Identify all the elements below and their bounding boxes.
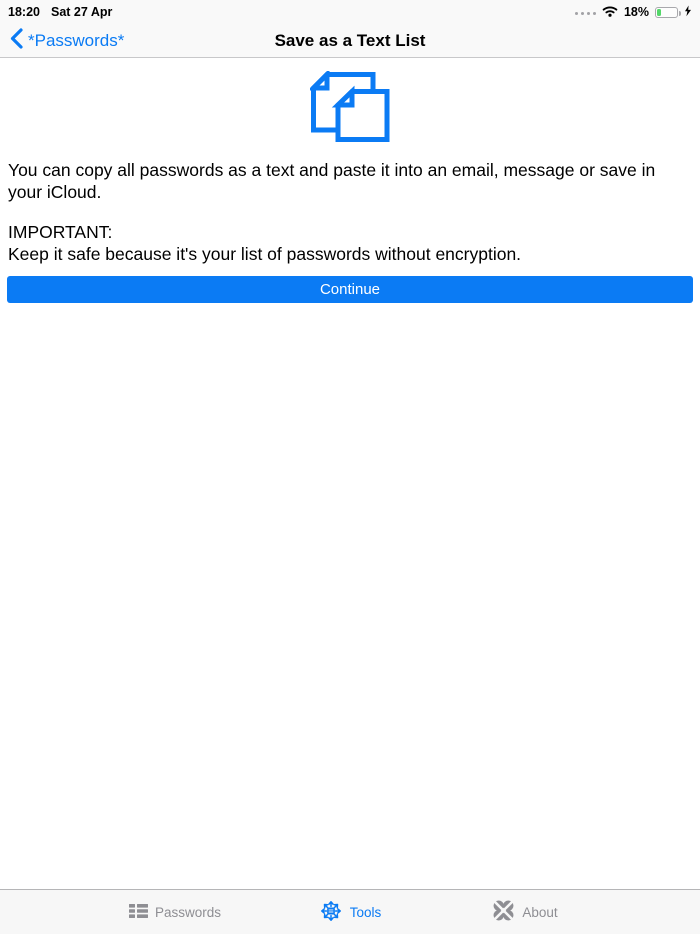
tab-about[interactable] <box>438 890 613 934</box>
top-chrome <box>0 0 700 58</box>
tab-bar <box>0 889 700 934</box>
description-text: You can copy all passwords as a text and paste it into an email, message or save in your iCloud. <box>8 160 656 202</box>
clover-icon <box>492 899 515 925</box>
copy-documents-icon <box>310 71 390 148</box>
cellular-signal-icon <box>575 9 596 15</box>
status-right <box>575 5 692 20</box>
tab-label: About <box>522 904 558 920</box>
status-bar <box>0 0 700 24</box>
chevron-left-icon <box>10 28 23 54</box>
continue-button[interactable]: Continue <box>7 276 693 303</box>
nav-bar <box>0 24 700 57</box>
back-button[interactable] <box>10 28 124 54</box>
back-button-label: *Passwords* <box>28 30 125 50</box>
warning-block <box>0 221 668 265</box>
main-content <box>0 71 700 303</box>
clock-time: 18:20 <box>8 5 40 19</box>
battery-icon <box>655 7 678 18</box>
tools-icon <box>319 899 343 926</box>
page-title: Save as a Text List <box>274 30 426 50</box>
tab-label: Passwords <box>154 904 222 920</box>
important-label: IMPORTANT: <box>8 222 113 242</box>
status-left <box>8 5 112 19</box>
charging-bolt-icon <box>684 5 692 20</box>
wifi-icon <box>602 5 618 20</box>
warning-text: Keep it safe because it's your list of passwords without encryption. <box>8 244 522 264</box>
status-date: Sat 27 Apr <box>50 5 113 19</box>
password-list-icon <box>129 904 148 921</box>
battery-percent: 18% <box>623 5 649 19</box>
tab-label: Tools <box>349 904 382 920</box>
tab-tools[interactable] <box>263 890 438 934</box>
tab-passwords[interactable] <box>88 890 263 934</box>
